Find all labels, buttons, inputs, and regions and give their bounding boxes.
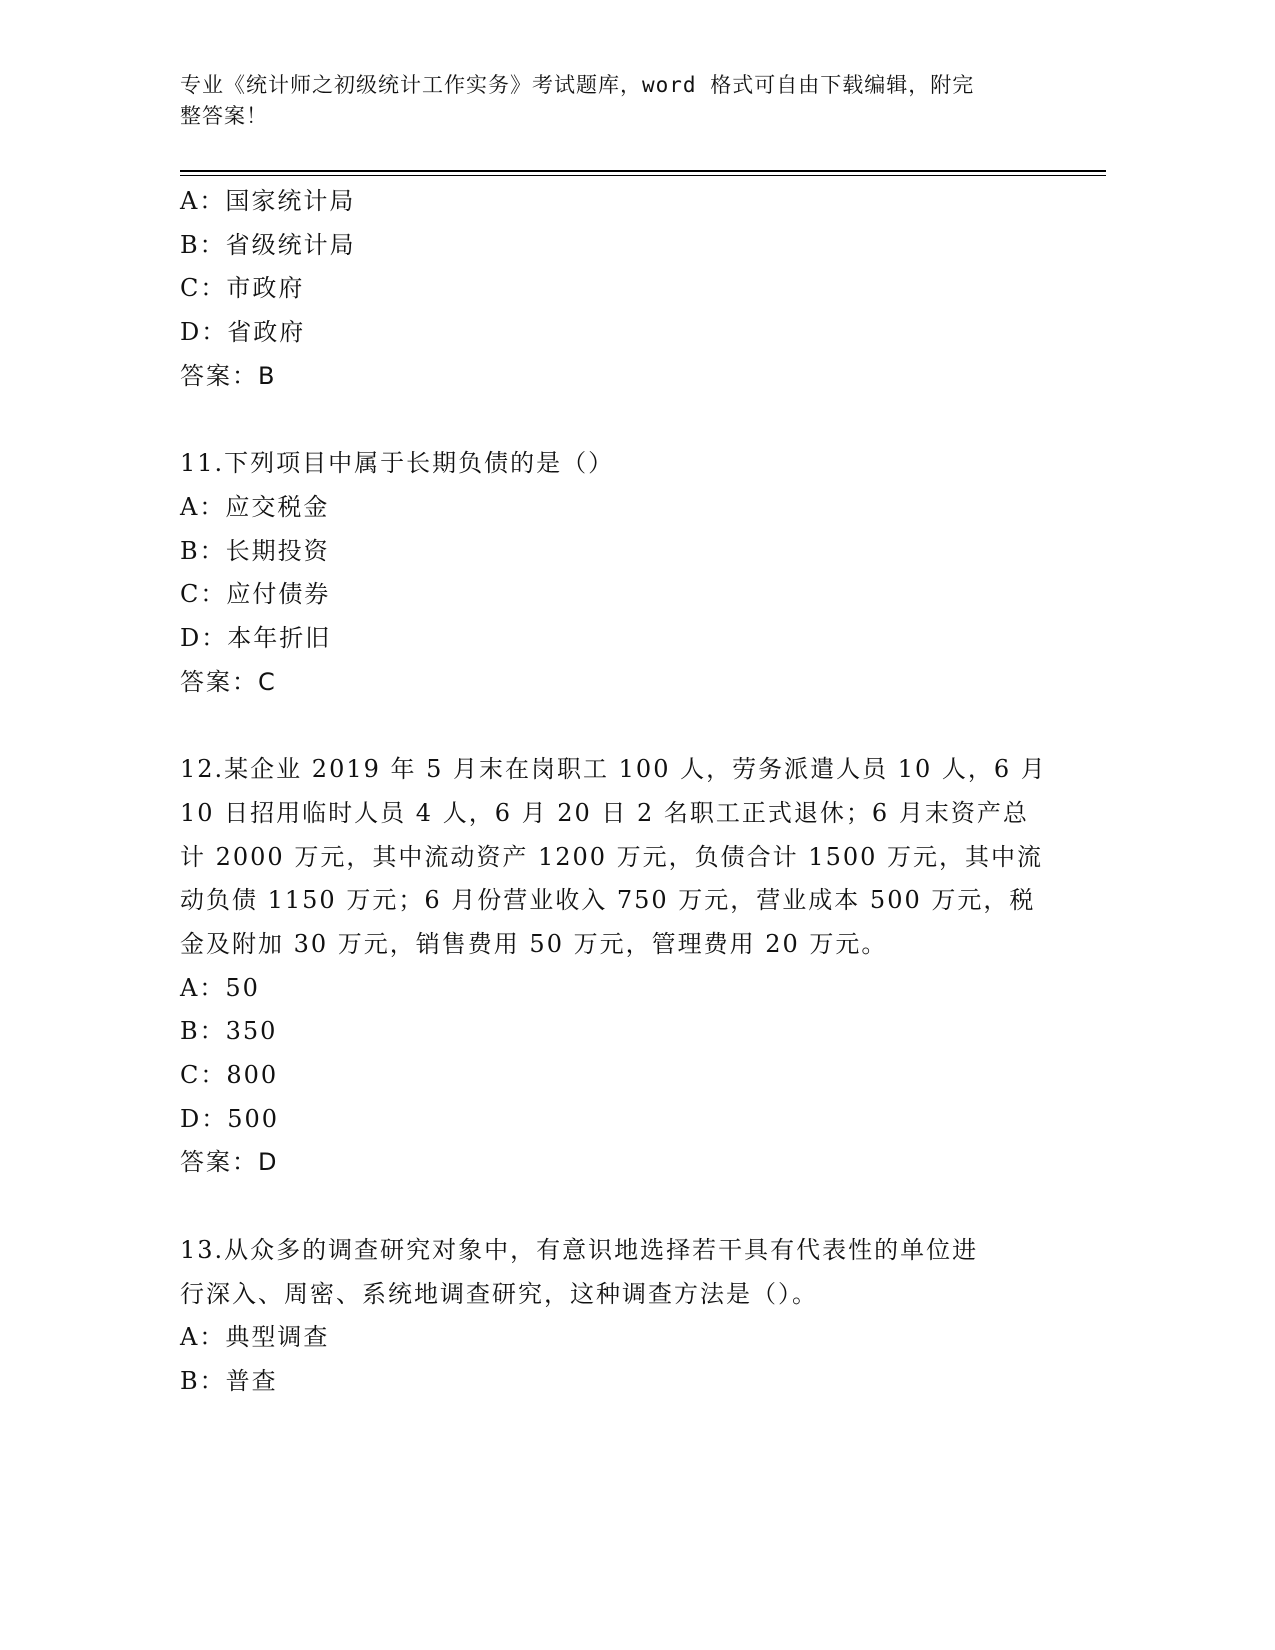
option-a: A：50 <box>180 973 260 1002</box>
question-text: 10 日招用临时人员 4 人，6 月 20 日 2 名职工正式退休；6 月末资产总 <box>180 798 1029 827</box>
option-b: B：普查 <box>180 1366 278 1395</box>
question-text: 动负债 1150 万元；6 月份营业收入 750 万元，营业成本 500 万元，税 <box>180 886 1036 915</box>
question-text: 11.下列项目中属于长期负债的是（） <box>180 449 615 478</box>
answer: 答案：B <box>180 361 277 390</box>
answer: 答案：D <box>180 1148 279 1177</box>
question-12 <box>180 748 1047 1185</box>
question-10-tail <box>180 180 1040 399</box>
option-b: B：省级统计局 <box>180 230 356 259</box>
option-c: C：800 <box>180 1061 279 1090</box>
option-c: C：应付债券 <box>180 580 331 609</box>
option-a: A：典型调查 <box>180 1323 330 1352</box>
question-text: 12.某企业 2019 年 5 月末在岗职工 100 人，劳务派遣人员 10 人，6 月 <box>180 755 1047 784</box>
question-text: 金及附加 30 万元，销售费用 50 万元，管理费用 20 万元。 <box>180 929 888 958</box>
question-text: 行深入、周密、系统地调查研究，这种调查方法是（）。 <box>180 1279 818 1308</box>
header-line: 整答案！ <box>180 104 268 128</box>
answer: 答案：C <box>180 667 277 696</box>
header-line: 专业《统计师之初级统计工作实务》考试题库，word 格式可自由下载编辑，附完 <box>180 73 975 97</box>
option-b: B：350 <box>180 1017 278 1046</box>
question-text: 13.从众多的调查研究对象中，有意识地选择若干具有代表性的单位进 <box>180 1235 979 1264</box>
option-b: B：长期投资 <box>180 536 330 565</box>
option-d: D：本年折旧 <box>180 624 332 653</box>
document-header <box>180 70 1040 132</box>
question-13 <box>180 1229 1040 1404</box>
header-divider <box>180 170 1106 172</box>
option-d: D：500 <box>180 1104 280 1133</box>
option-d: D：省政府 <box>180 318 306 347</box>
option-a: A：国家统计局 <box>180 187 356 215</box>
question-11 <box>180 442 1040 704</box>
question-content <box>180 180 1047 1404</box>
option-a: A：应交税金 <box>180 492 330 521</box>
option-c: C：市政府 <box>180 274 305 303</box>
header-divider <box>180 175 1106 176</box>
question-text: 计 2000 万元，其中流动资产 1200 万元，负债合计 1500 万元，其中流 <box>180 842 1044 871</box>
